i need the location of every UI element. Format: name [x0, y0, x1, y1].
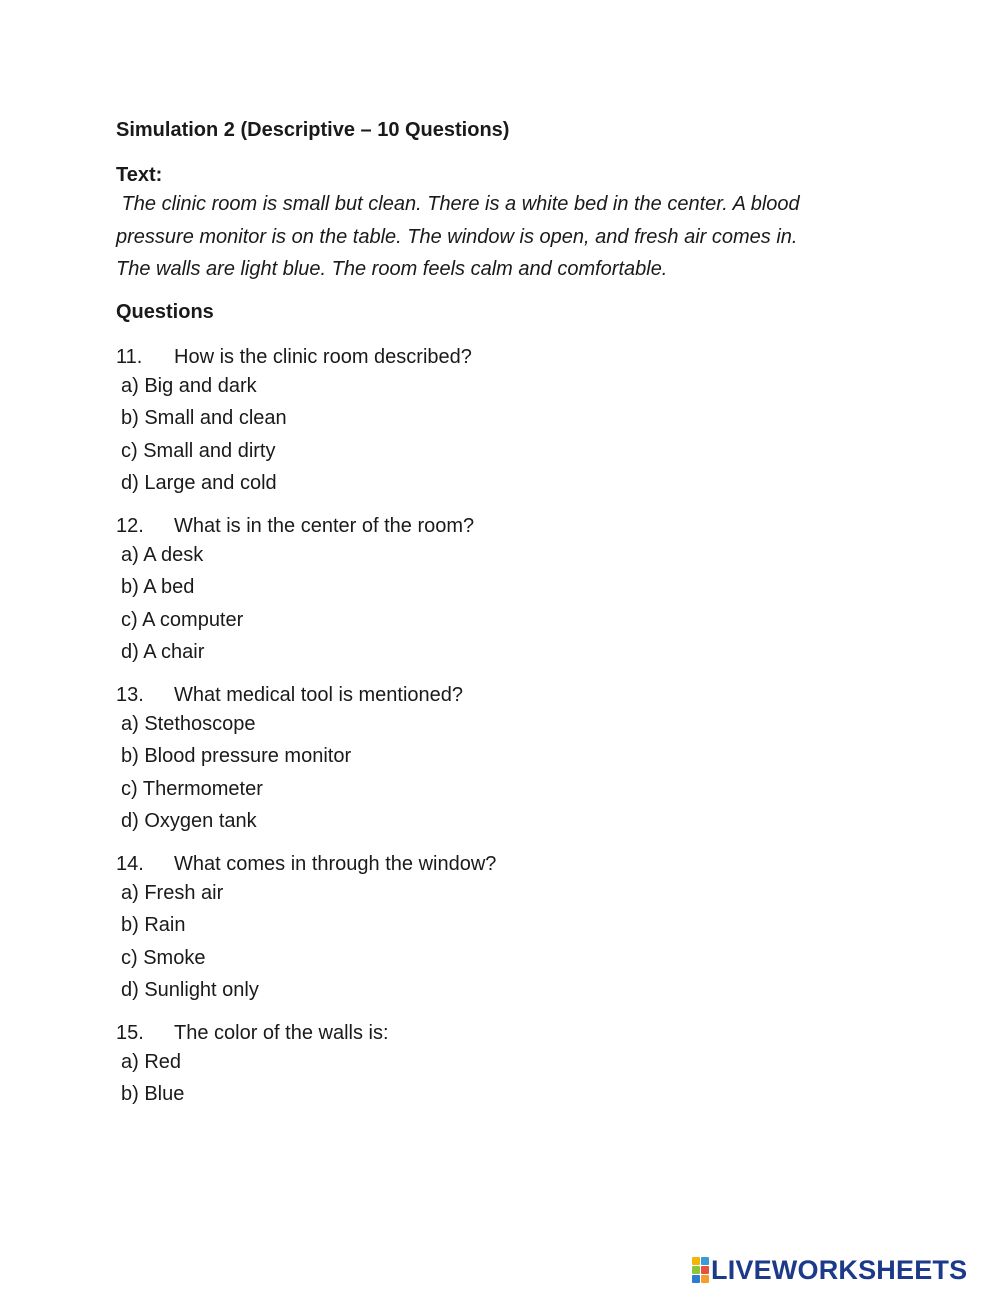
text-label: Text:: [116, 164, 163, 186]
answer-option: b) A bed: [121, 576, 195, 598]
question-number: 11.: [116, 345, 143, 368]
answer-option: c) A computer: [121, 608, 244, 631]
question-block: [116, 851, 876, 1007]
question-heading: [116, 344, 876, 370]
passage-line: The clinic room is small but clean. There is a white bed in the center. A blood: [116, 193, 800, 215]
liveworksheets-logo-icon: [692, 1257, 709, 1283]
question-text: What comes in through the window?: [174, 852, 497, 875]
question-heading: [116, 682, 876, 708]
answer-option: a) Fresh air: [121, 881, 224, 904]
answer-option: b) Blood pressure monitor: [121, 745, 352, 767]
answer-option: a) A desk: [121, 543, 204, 566]
question-block: [116, 682, 876, 838]
answer-option: d) A chair: [121, 641, 205, 663]
question-text: How is the clinic room described?: [174, 345, 472, 368]
liveworksheets-logo[interactable]: [692, 1256, 967, 1284]
page-title: Simulation 2 (Descriptive – 10 Questions): [116, 119, 510, 141]
question-text: What medical tool is mentioned?: [174, 683, 464, 706]
question-text: What is in the center of the room?: [174, 514, 475, 537]
answer-option: b) Blue: [121, 1083, 185, 1105]
question-number: 12.: [116, 514, 144, 537]
answer-option: b) Rain: [121, 914, 186, 936]
answer-option: a) Big and dark: [121, 374, 257, 397]
answer-option: c) Thermometer: [121, 777, 263, 800]
answer-option: c) Small and dirty: [121, 439, 276, 462]
answer-option: d) Sunlight only: [121, 979, 259, 1001]
answer-option: c) Smoke: [121, 946, 206, 969]
question-text: The color of the walls is:: [174, 1021, 389, 1044]
worksheet-page: [116, 117, 876, 1124]
passage-line: The walls are light blue. The room feels calm and comfortable.: [116, 258, 668, 280]
questions-heading: Questions: [116, 300, 214, 323]
answer-option: d) Large and cold: [121, 472, 277, 494]
question-number: 13.: [116, 683, 144, 706]
question-block: [116, 1020, 876, 1111]
question-block: [116, 344, 876, 500]
question-heading: [116, 1020, 876, 1046]
answer-option: d) Oxygen tank: [121, 810, 257, 832]
question-number: 15.: [116, 1021, 144, 1044]
passage-line: pressure monitor is on the table. The window is open, and fresh air comes in.: [116, 225, 798, 248]
answer-option: a) Stethoscope: [121, 712, 256, 735]
question-heading: [116, 513, 876, 539]
question-block: [116, 513, 876, 669]
question-number: 14.: [116, 852, 144, 875]
reading-passage: [116, 188, 876, 286]
answer-option: a) Red: [121, 1050, 182, 1073]
question-heading: [116, 851, 876, 877]
logo-text: LIVEWORKSHEETS: [711, 1255, 968, 1285]
answer-option: b) Small and clean: [121, 407, 287, 429]
